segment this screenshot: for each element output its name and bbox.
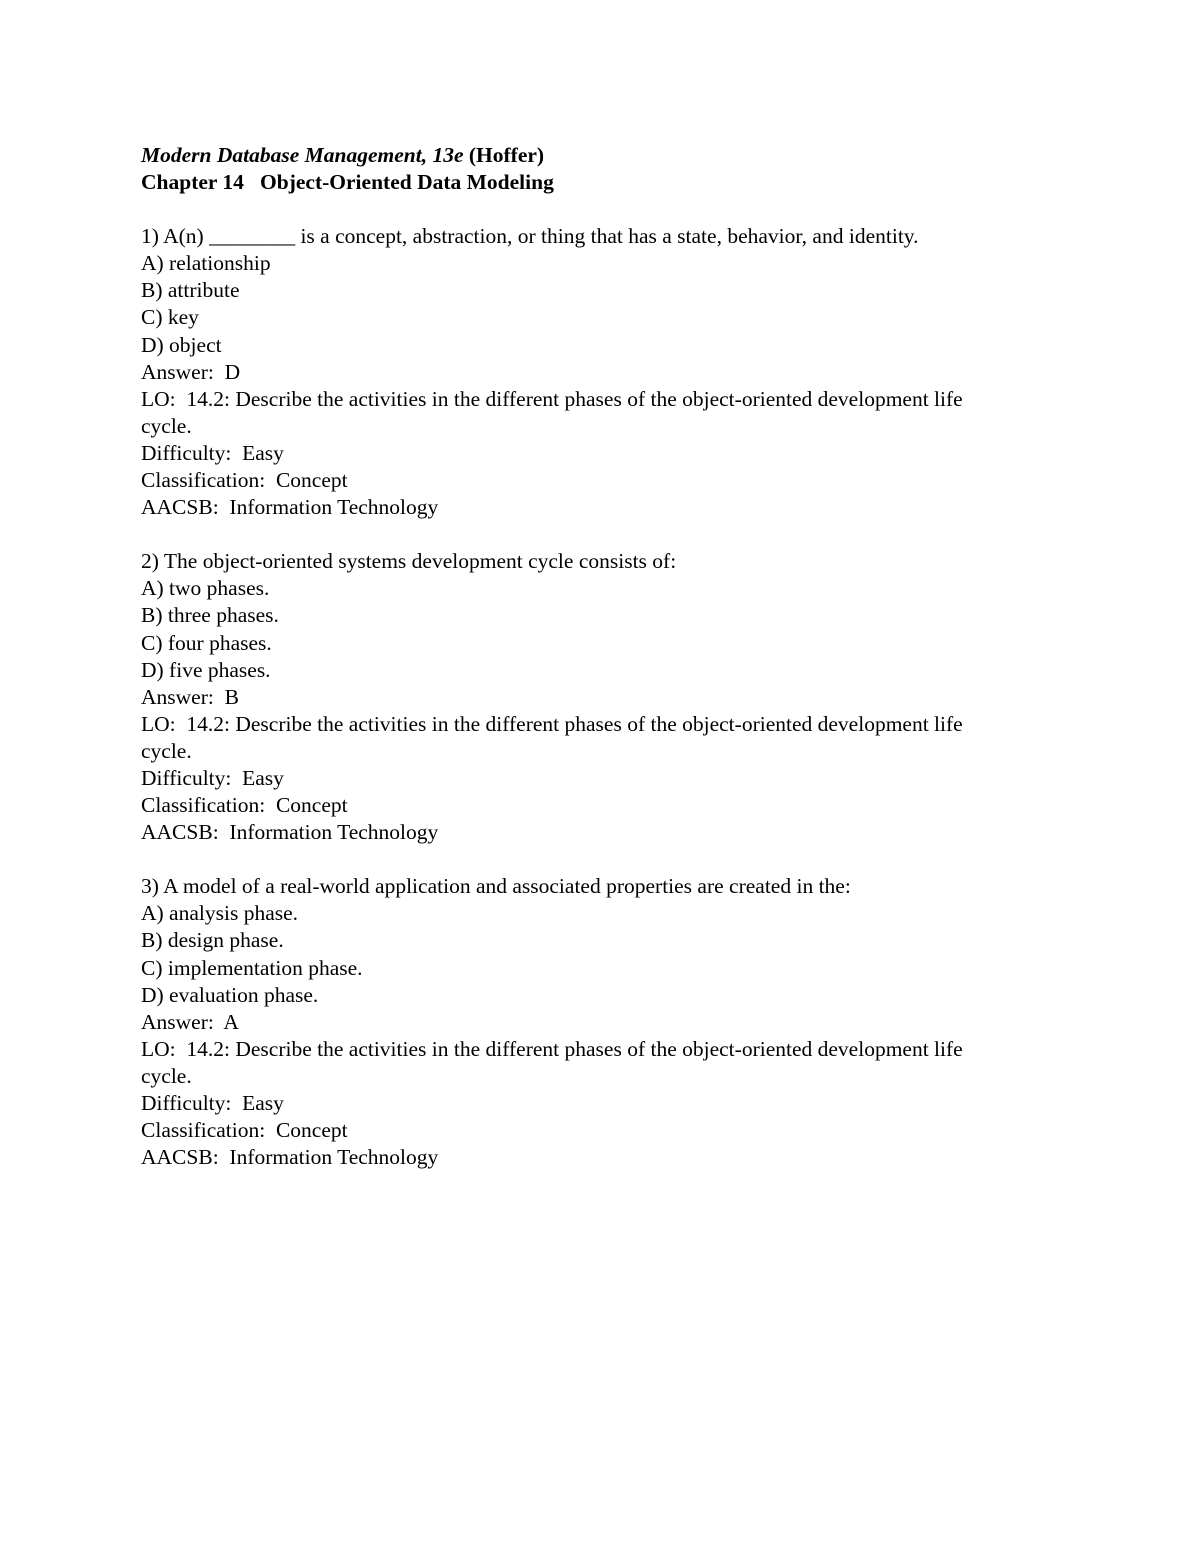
aacsb: AACSB: Information Technology	[141, 1145, 439, 1170]
answer: Answer: D	[141, 359, 241, 384]
chapter-heading: Chapter 14 Object-Oriented Data Modeling	[141, 170, 554, 195]
option-a: A) two phases.	[141, 576, 270, 601]
question-3	[141, 873, 1061, 1171]
option-b: B) attribute	[141, 278, 240, 303]
learning-objective: LO: 14.2: Describe the activities in the different phases of the object-oriented development life	[141, 386, 963, 411]
learning-objective-cont: cycle.	[141, 738, 192, 763]
question-1	[141, 223, 1061, 521]
option-a: A) relationship	[141, 251, 271, 276]
learning-objective: LO: 14.2: Describe the activities in the different phases of the object-oriented development life	[141, 1036, 963, 1061]
option-a: A) analysis phase.	[141, 901, 299, 926]
option-b: B) three phases.	[141, 603, 279, 628]
aacsb: AACSB: Information Technology	[141, 495, 439, 520]
classification: Classification: Concept	[141, 468, 348, 493]
learning-objective: LO: 14.2: Describe the activities in the different phases of the object-oriented development life	[141, 711, 963, 736]
difficulty: Difficulty: Easy	[141, 765, 284, 790]
difficulty: Difficulty: Easy	[141, 440, 284, 465]
book-author: (Hoffer)	[463, 143, 545, 167]
question-2	[141, 548, 1061, 846]
option-d: D) object	[141, 332, 222, 357]
option-d: D) five phases.	[141, 657, 271, 682]
document-page	[141, 142, 1061, 1171]
question-stem: 1) A(n) ________ is a concept, abstraction, or thing that has a state, behavior, and identity.	[141, 224, 919, 249]
option-c: C) implementation phase.	[141, 955, 363, 980]
option-d: D) evaluation phase.	[141, 982, 319, 1007]
spacer	[141, 521, 1061, 548]
classification: Classification: Concept	[141, 1118, 348, 1143]
question-stem: 3) A model of a real-world application and associated properties are created in the:	[141, 874, 851, 899]
spacer	[141, 196, 1061, 223]
learning-objective-cont: cycle.	[141, 1063, 192, 1088]
spacer	[141, 846, 1061, 873]
answer: Answer: B	[141, 684, 239, 709]
difficulty: Difficulty: Easy	[141, 1091, 284, 1115]
question-stem: 2) The object-oriented systems development cycle consists of:	[141, 549, 677, 574]
option-c: C) key	[141, 305, 199, 330]
document-title	[141, 142, 1061, 169]
option-c: C) four phases.	[141, 630, 272, 655]
classification: Classification: Concept	[141, 793, 348, 818]
book-title: Modern Database Management, 13e	[141, 143, 464, 167]
learning-objective-cont: cycle.	[141, 413, 192, 438]
aacsb: AACSB: Information Technology	[141, 820, 439, 845]
answer: Answer: A	[141, 1009, 239, 1034]
option-b: B) design phase.	[141, 928, 284, 953]
